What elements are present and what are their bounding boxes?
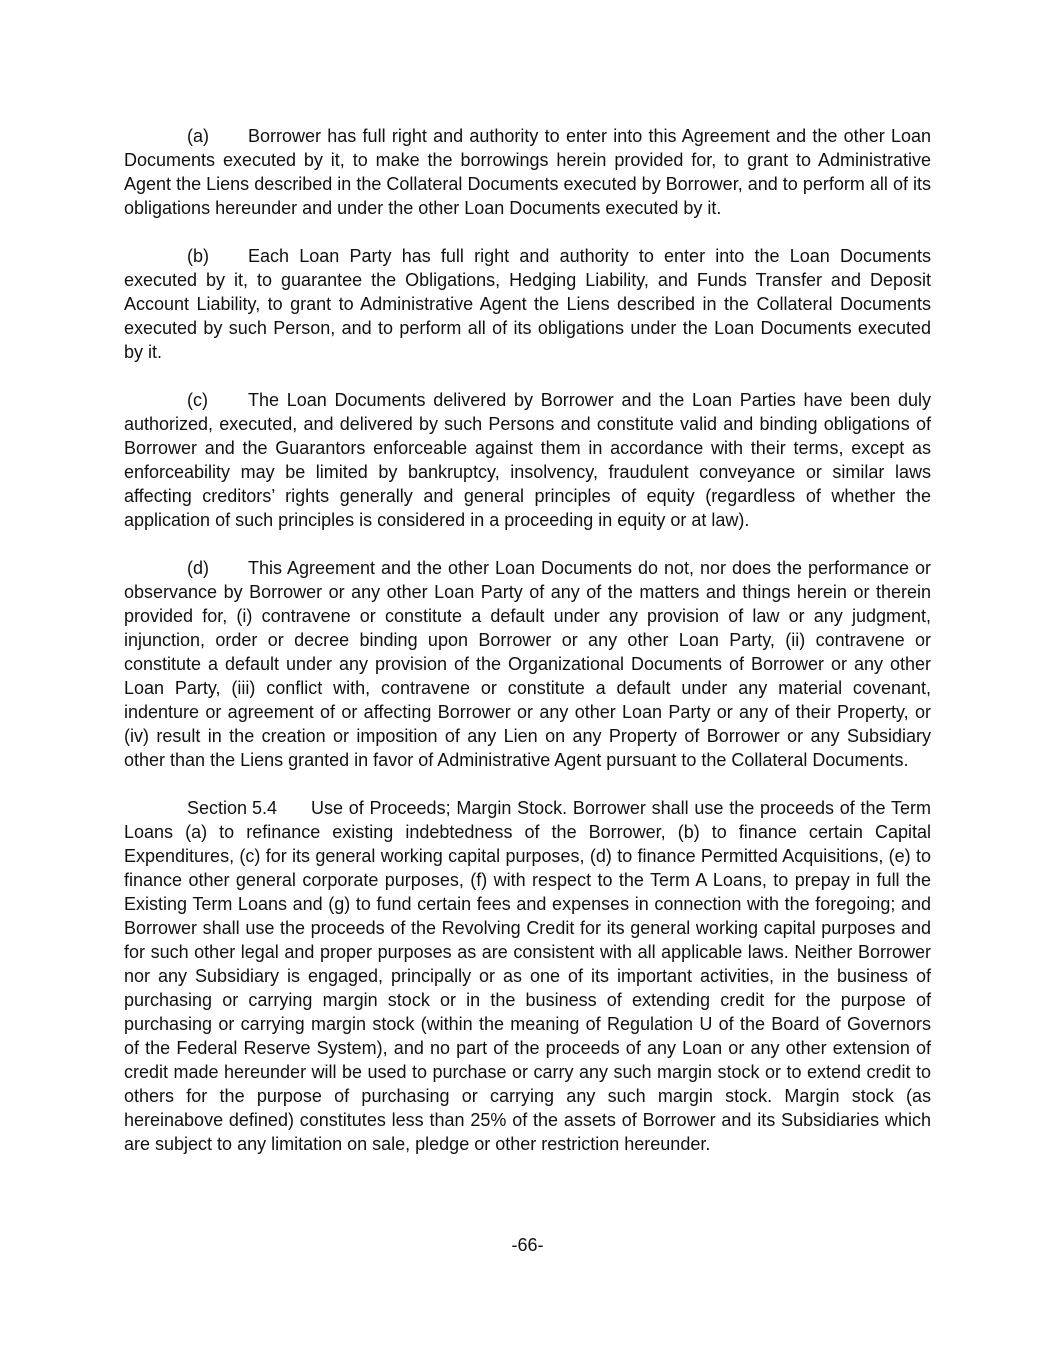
section-label: Section 5.4 (187, 798, 278, 818)
paragraph-text: Borrower has full right and authority to enter into this Agreement and the other Loan Documents executed by it, to make the borrowings herein provided for, to grant to Administrative Agent the Liens described in the Collateral Documents executed by Borrower, and to perform all of its obligations hereunder and under the other Loan Documents executed by it. (124, 126, 931, 218)
paragraph-b (124, 244, 931, 364)
paragraph-text: The Loan Documents delivered by Borrower and the Loan Parties have been duly authorized, executed, and delivered by such Persons and constitute valid and binding obligations of Borrower and the Guarantors enforceable against them in accordance with their terms, except as enforceability may be limited by bankruptcy, insolvency, fraudulent conveyance or similar laws affecting creditors’ rights generally and general principles of equity (regardless of whether the application of such principles is considered in a proceeding in equity or at law). (124, 390, 931, 530)
paragraph-d (124, 556, 931, 772)
paragraph-text: This Agreement and the other Loan Documents do not, nor does the performance or observance by Borrower or any other Loan Party of any of the matters and things herein or therein provided for, (i) contravene or constitute a default under any provision of law or any judgment, injunction, order or decree binding upon Borrower or any other Loan Party, (ii) contravene or constitute a default under any provision of the Organizational Documents of Borrower or any other Loan Party, (iii) conflict with, contravene or constitute a default under any material covenant, indenture or agreement of or affecting Borrower or any other Loan Party or any of their Property, or (iv) result in the creation or imposition of any Lien on any Property of Borrower or any Subsidiary other than the Liens granted in favor of Administrative Agent pursuant to the Collateral Documents. (124, 558, 931, 770)
paragraph-label: (b) (187, 246, 209, 266)
page-number: -66- (511, 1235, 544, 1255)
paragraph-text: Each Loan Party has full right and authority to enter into the Loan Documents executed by it, to guarantee the Obligations, Hedging Liability, and Funds Transfer and Deposit Account Liability, to grant to Administrative Agent the Liens described in the Collateral Documents executed by such Person, and to perform all of its obligations under the Loan Documents executed by it. (124, 246, 931, 362)
paragraph-label: (d) (187, 558, 209, 578)
paragraph-label: (a) (187, 126, 209, 146)
paragraph-a (124, 124, 931, 220)
paragraph-c (124, 388, 931, 532)
paragraph-label: (c) (187, 390, 208, 410)
section-text: Use of Proceeds; Margin Stock. Borrower shall use the proceeds of the Term Loans (a) to refinance existing indebtedness of the Borrower, (b) to finance certain Capital Expenditures, (c) for its general working capital purposes, (d) to finance Permitted Acquisitions, (e) to finance other general corporate purposes, (f) with respect to the Term A Loans, to prepay in full the Existing Term Loans and (g) to fund certain fees and expenses in connection with the foregoing; and Borrower shall use the proceeds of the Revolving Credit for its general working capital purposes and for such other legal and proper purposes as are consistent with all applicable laws. Neither Borrower nor any Subsidiary is engaged, principally or as one of its important activities, in the business of purchasing or carrying margin stock or in the business of extending credit for the purpose of purchasing or carrying margin stock (within the meaning of Regulation U of the Board of Governors of the Federal Reserve System), and no part of the proceeds of any Loan or any other extension of credit made hereunder will be used to purchase or carry any such margin stock or to extend credit to others for the purpose of purchasing or carrying any such margin stock. Margin stock (as hereinabove defined) constitutes less than 25% of the assets of Borrower and its Subsidiaries which are subject to any limitation on sale, pledge or other restriction hereunder. (124, 798, 931, 1154)
document-page (124, 124, 931, 1180)
section-5-4 (124, 796, 931, 1156)
